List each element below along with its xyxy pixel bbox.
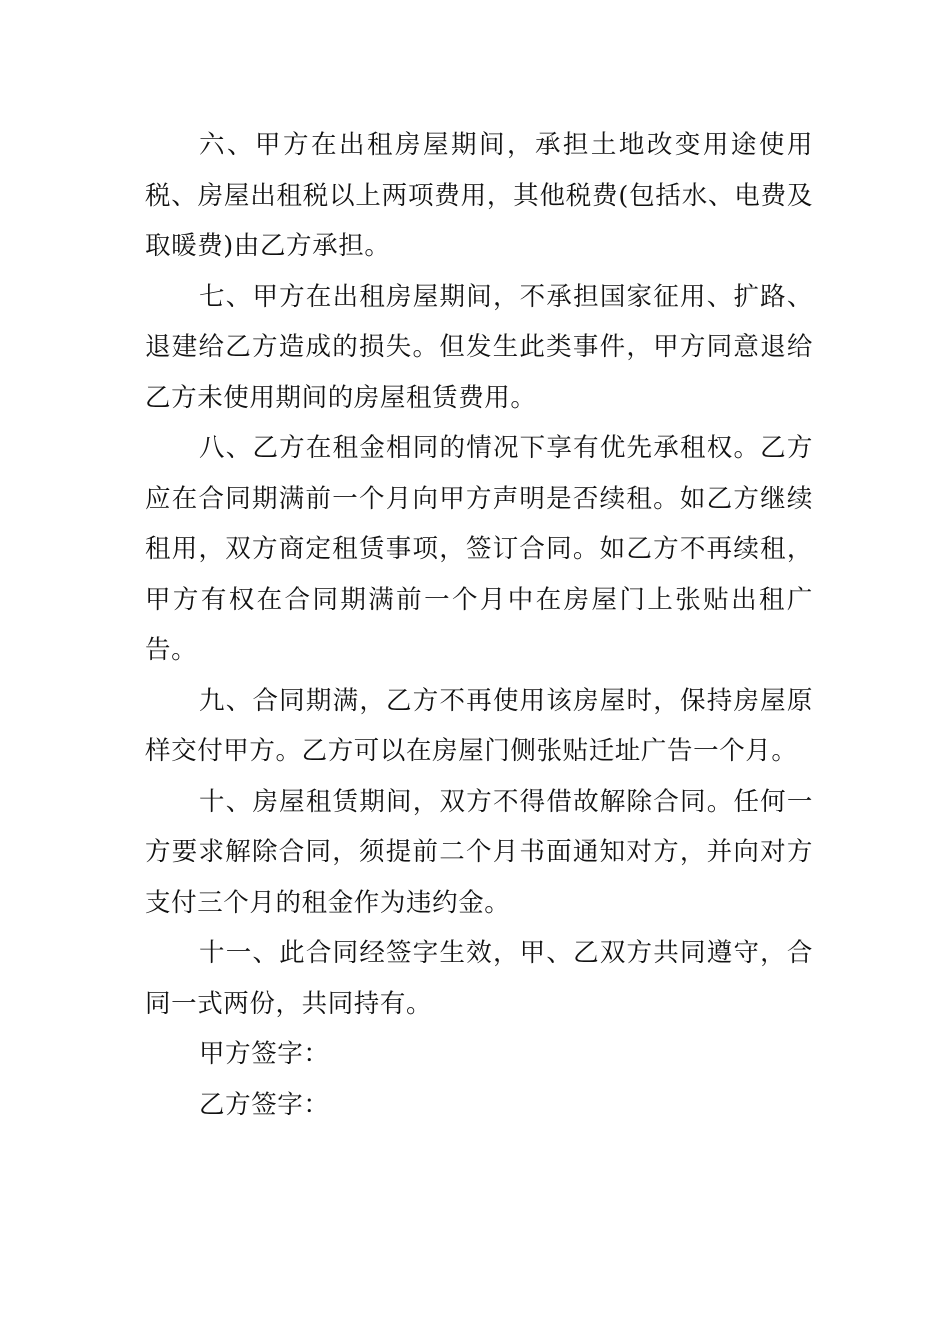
contract-body <box>145 120 813 1130</box>
clause-10: 十、房屋租赁期间，双方不得借故解除合同。任何一方要求解除合同，须提前二个月书面通知对方，并向对方支付三个月的租金作为违约金。 <box>145 786 813 918</box>
clause-8: 八、乙方在租金相同的情况下享有优先承租权。乙方应在合同期满前一个月向甲方声明是否续租。如乙方继续租用，双方商定租赁事项，签订合同。如乙方不再续租，甲方有权在合同期满前一个月中在房屋门上张贴出租广告。 <box>145 433 813 665</box>
clause-11: 十一、此合同经签字生效，甲、乙双方共同遵守，合同一式两份，共同持有。 <box>145 938 813 1019</box>
party-b-signature-line: 乙方签字： <box>199 1089 330 1120</box>
clause-9: 九、合同期满，乙方不再使用该房屋时，保持房屋原样交付甲方。乙方可以在房屋门侧张贴迁址广告一个月。 <box>145 685 813 766</box>
party-a-signature-line: 甲方签字： <box>199 1039 330 1069</box>
clause-6: 六、甲方在出租房屋期间，承担土地改变用途使用税、房屋出租税以上两项费用，其他税费(包括水、电费及取暖费)由乙方承担。 <box>145 130 813 261</box>
clause-7: 七、甲方在出租房屋期间，不承担国家征用、扩路、退建给乙方造成的损失。但发生此类事件，甲方同意退给乙方未使用期间的房屋租赁费用。 <box>145 281 813 413</box>
